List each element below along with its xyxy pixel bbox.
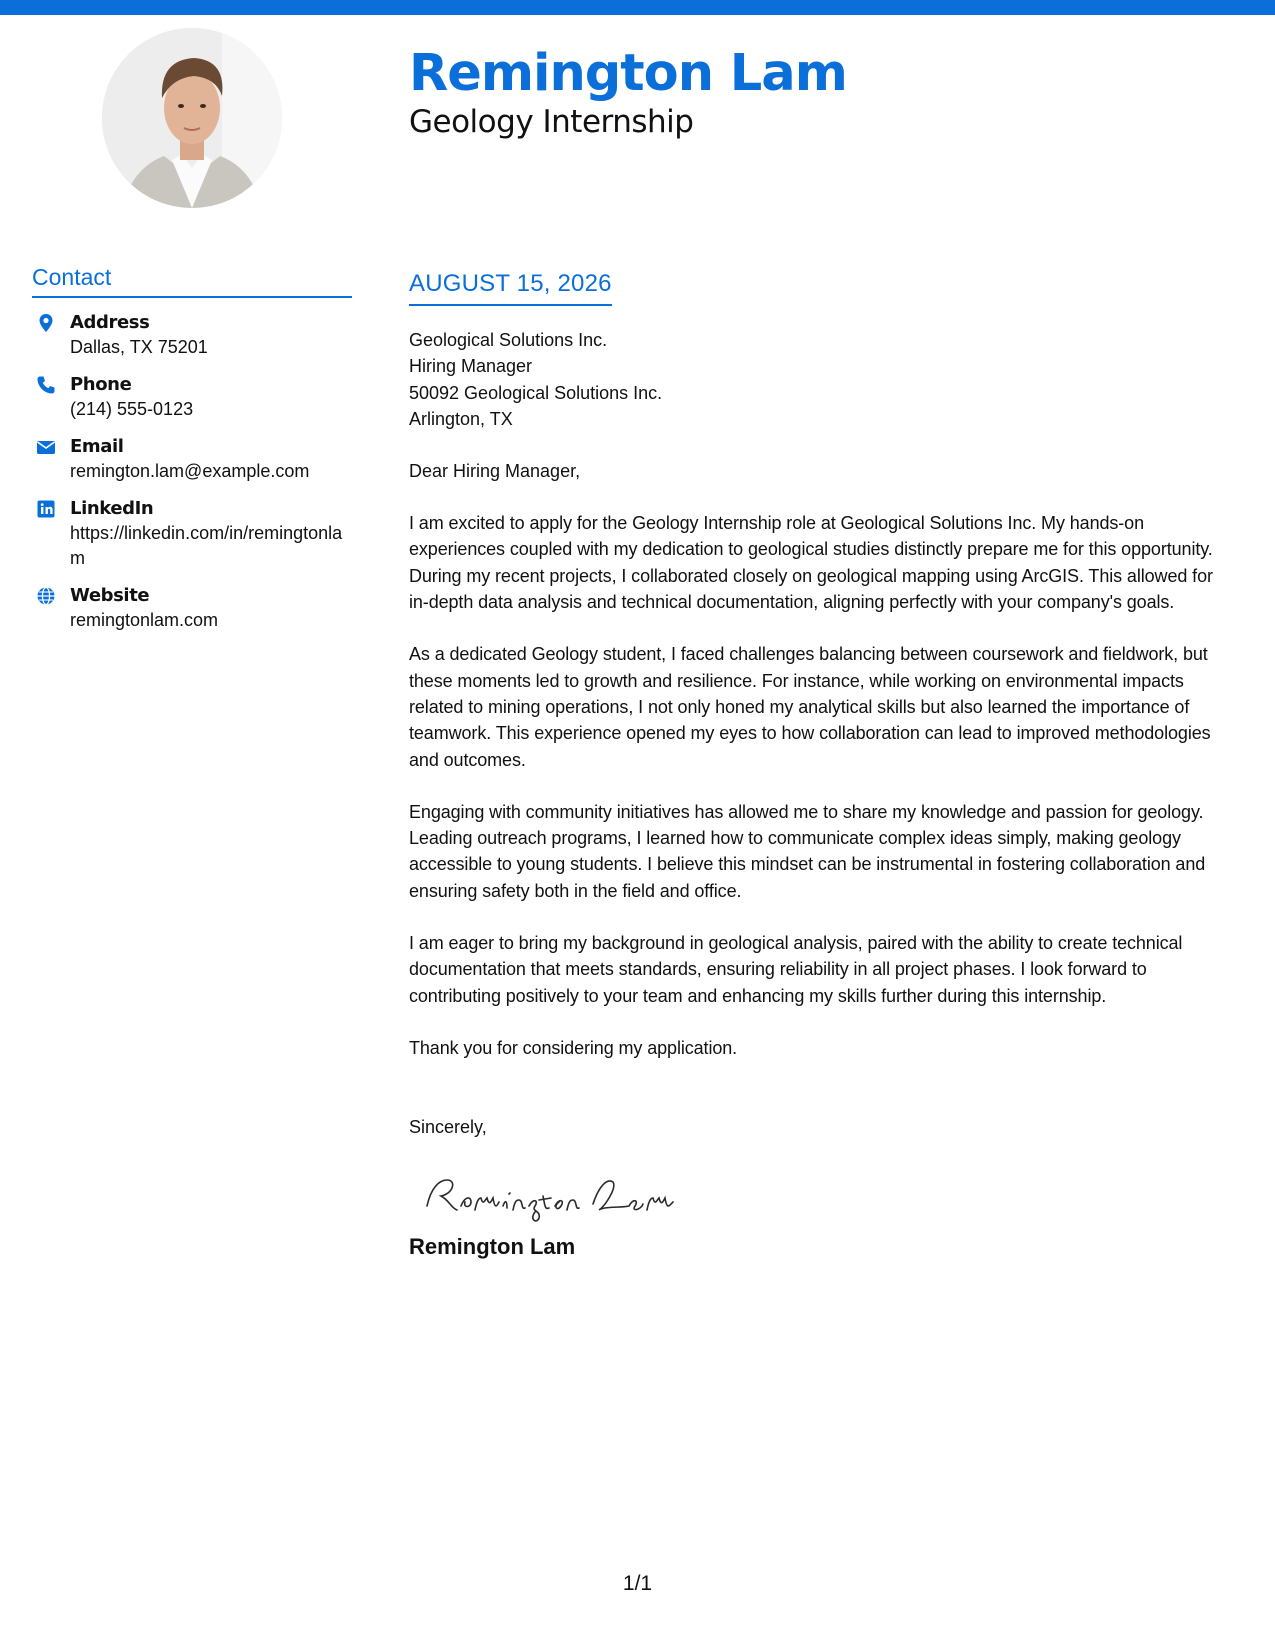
contact-label: Phone [70, 374, 132, 395]
contact-label: Email [70, 436, 124, 457]
contact-value: Dallas, TX 75201 [70, 337, 208, 357]
contact-item-phone [32, 372, 352, 422]
recipient-block [409, 327, 1234, 432]
contact-value: (214) 555-0123 [70, 399, 194, 419]
phone-icon [36, 375, 56, 395]
contact-link[interactable]: remingtonlam.com [70, 610, 219, 630]
closing: Sincerely, [409, 1117, 487, 1138]
contact-link[interactable]: https://linkedin.com/in/remingtonlam [70, 523, 343, 568]
salutation: Dear Hiring Manager, [409, 461, 581, 482]
page-number: 1/1 [622, 1572, 653, 1595]
envelope-icon [36, 437, 56, 457]
location-pin-icon [36, 313, 56, 333]
profile-photo [102, 28, 282, 208]
recipient-line: Hiring Manager [409, 356, 533, 377]
candidate-name: Remington Lam [409, 44, 847, 103]
letter-paragraph: Engaging with community initiatives has allowed me to share my knowledge and passion for geology. Leading outreach programs, I learned how to communicate complex ideas simply, making geology accessible to young students. I believe this mindset can be instrumental in fostering collaboration and ensuring safety both in the field and office. [409, 801, 1206, 901]
contact-label: Website [70, 585, 150, 606]
contact-section-title: Contact [32, 262, 352, 298]
contact-item-website [32, 583, 352, 633]
contact-value: remington.lam@example.com [70, 461, 310, 481]
letter-paragraph: I am eager to bring my background in geological analysis, paired with the ability to create technical documentation that meets standards, ensuring reliability in all project phases. I look forward to contributing positively to your team and enhancing my skills further during this internship. [409, 933, 1183, 1006]
contact-list [32, 310, 352, 633]
contact-label: LinkedIn [70, 498, 154, 519]
letter-body [409, 268, 1234, 1262]
sidebar [32, 262, 352, 645]
recipient-line: 50092 Geological Solutions Inc. [409, 382, 663, 403]
letter-paragraph: I am excited to apply for the Geology Internship role at Geological Solutions Inc. My hands-on experiences coupled with my dedication to geological studies distinctly prepare me for this opportunity. During my recent projects, I collaborated closely on geological mapping using ArcGIS. This allowed for in-depth data analysis and technical documentation, aligning perfectly with your company's goals. [409, 513, 1213, 613]
handwritten-signature [421, 1166, 1234, 1226]
letter-paragraph: Thank you for considering my application. [409, 1037, 738, 1058]
contact-item-address [32, 310, 352, 360]
top-accent-bar [0, 0, 1275, 15]
contact-label: Address [70, 312, 150, 333]
date-underline [409, 268, 612, 306]
contact-item-linkedin [32, 496, 352, 571]
contact-item-email [32, 434, 352, 484]
signer-name: Remington Lam [409, 1234, 576, 1260]
job-title: Geology Internship [409, 104, 694, 140]
linkedin-icon [36, 499, 56, 519]
globe-icon [36, 586, 56, 606]
recipient-line: Geological Solutions Inc. [409, 330, 608, 350]
letter-paragraph: As a dedicated Geology student, I faced challenges balancing between coursework and fieldwork, but these moments led to growth and resilience. For instance, while working on environmental impacts related to mining operations, I not only honed my analytical skills but also learned the importance of teamwork. This experience opened my eyes to how collaboration can lead to improved methodologies and outcomes. [409, 644, 1211, 770]
recipient-line: Arlington, TX [409, 408, 513, 429]
letter-date: AUGUST 15, 2026 [409, 270, 612, 297]
